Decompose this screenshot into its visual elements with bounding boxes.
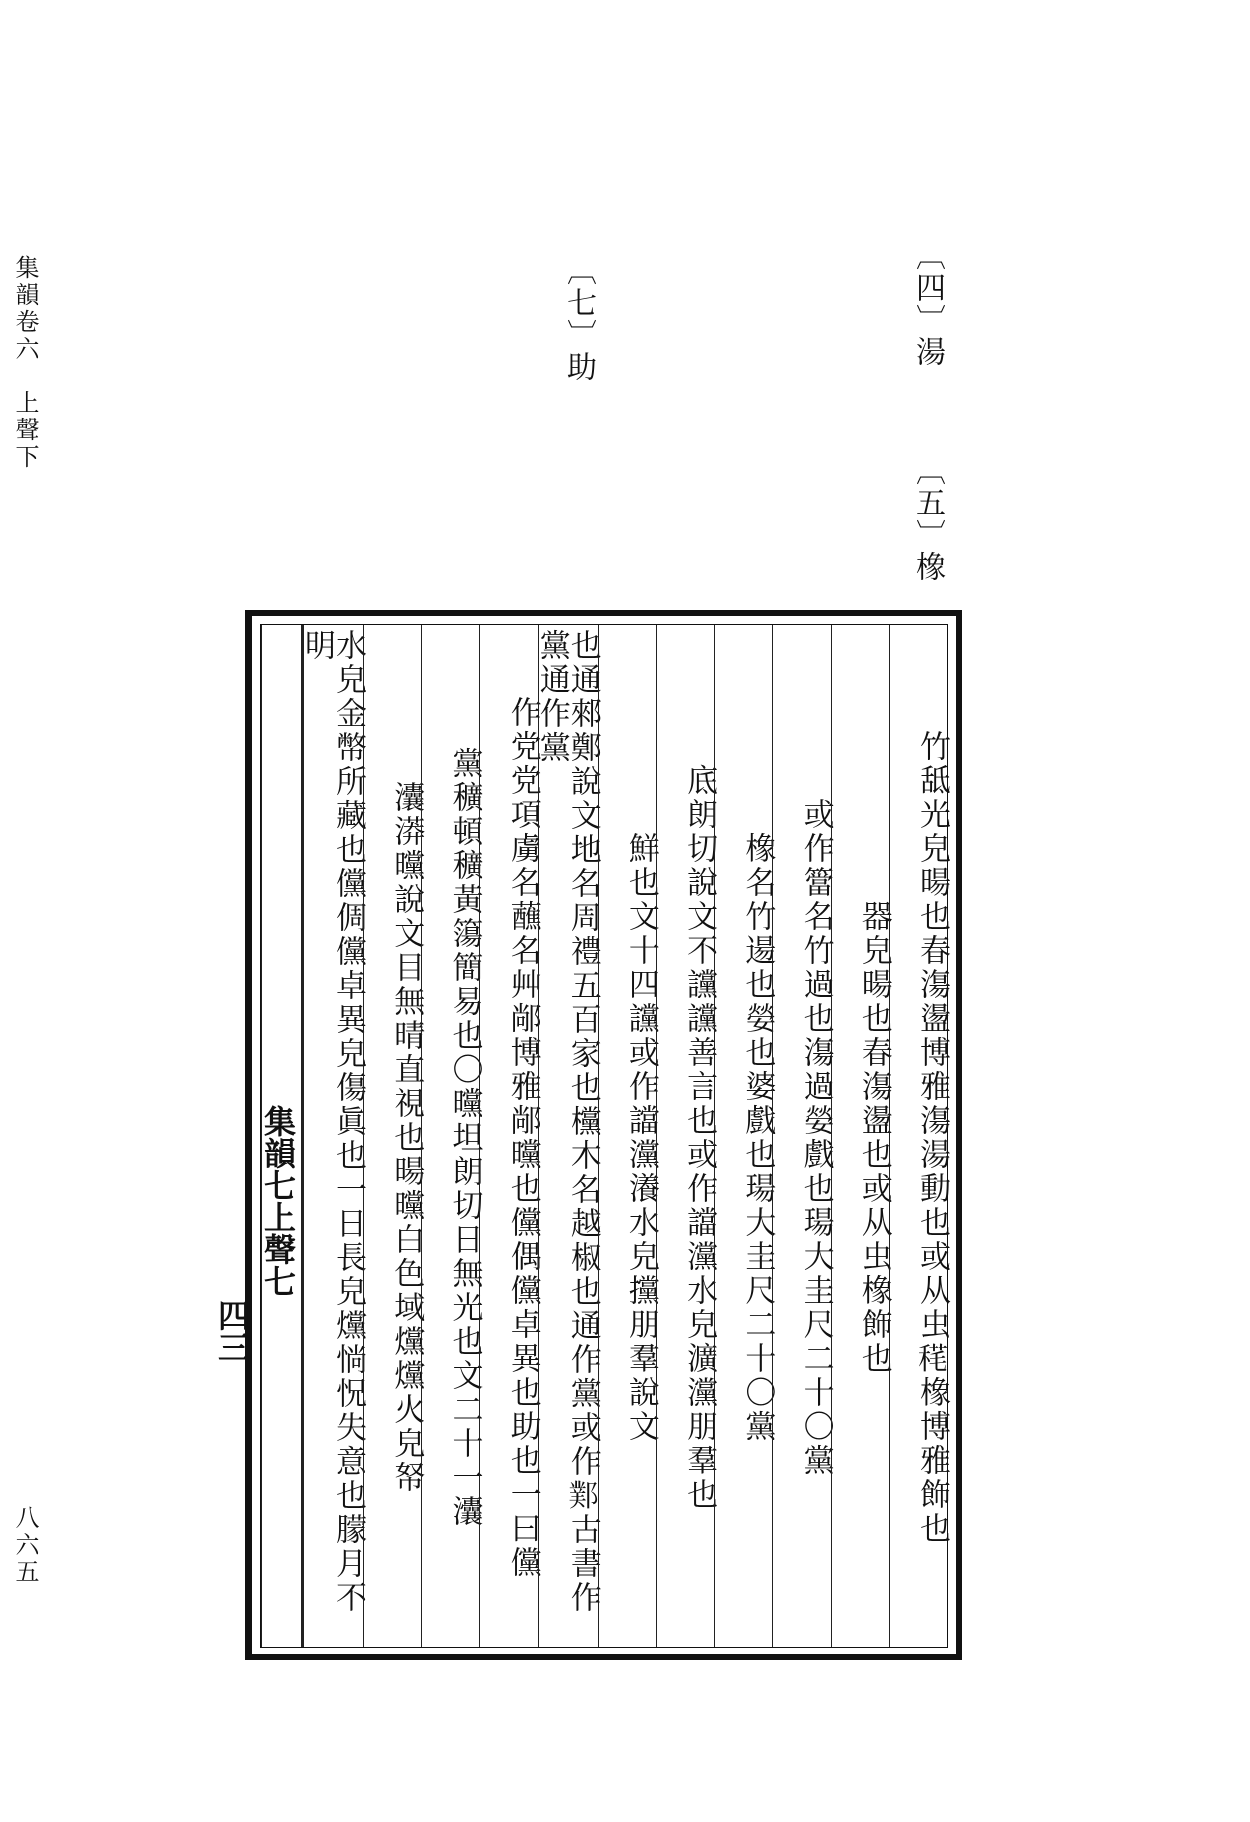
- text-frame: [213, 610, 962, 1660]
- running-head: 集韻卷六 上聲下: [11, 255, 39, 471]
- collation-note-4: 〔四〕湯: [910, 240, 945, 368]
- text-column-1: [889, 625, 950, 1647]
- text-column-10: [363, 625, 425, 1647]
- column-text: 竹䑛光皃暘也春漡盪博雅漡湯動也或从虫𥟪橡博雅飾也: [914, 730, 950, 1546]
- collation-note-5: 〔五〕橡: [910, 455, 945, 583]
- column-text: 黨穬頓穬黃簜簡易也〇曭坦朗切日無光也文二十一灢: [446, 747, 483, 1529]
- text-column-7: [533, 625, 601, 1647]
- block-gutter: [213, 625, 303, 1647]
- text-columns: [213, 624, 950, 1648]
- column-text: 橡名竹逿也嫈也婆戲也瑒大圭尺二十〇黨: [739, 832, 776, 1444]
- gutter-title: 集韻七上聲七: [259, 1105, 298, 1297]
- collation-note-7: 〔七〕助: [561, 255, 596, 383]
- column-text: 器皃暘也春漡盪也或从虫橡飾也: [855, 900, 892, 1376]
- column-text: 也通郲鄭說文地名周禮五百家也欓木名越椒也通作黨或作𨞊古書作黨通作黨: [533, 629, 601, 1615]
- text-column-11: [299, 625, 367, 1647]
- column-text: 灢漭曭說文目無晴直視也暘曭白色域爣爣火皃帑: [388, 781, 425, 1495]
- text-column-5: [656, 625, 718, 1647]
- gutter-folio: 四三: [213, 1299, 252, 1363]
- page-number: 八六五: [11, 1505, 39, 1586]
- text-column-2: [831, 625, 892, 1647]
- text-column-8: [479, 625, 541, 1647]
- text-column-9: [421, 625, 483, 1647]
- column-text: 底朗切說文不讜讜善言也或作譡灙水皃瀇灙朋羣也: [681, 764, 718, 1512]
- column-text: 作党党項虜名蘸名艸䣊博雅䣊曭也儻偶儻卓異也助也一曰儻: [504, 696, 541, 1580]
- column-text: 或作簹名竹過也漡過嫈戲也瑒大圭尺二十〇黨: [797, 798, 834, 1478]
- text-column-3: [772, 625, 834, 1647]
- text-column-4: [714, 625, 776, 1647]
- column-text: 水皃金幣所藏也儻倜儻卓異皃傷眞也一日長皃爣惝怳失意也朦月不明: [299, 629, 367, 1615]
- text-column-6: [598, 625, 659, 1647]
- column-text: 鮮也文十四讜或作譡灙瀁水皃攩朋羣說文: [622, 832, 659, 1444]
